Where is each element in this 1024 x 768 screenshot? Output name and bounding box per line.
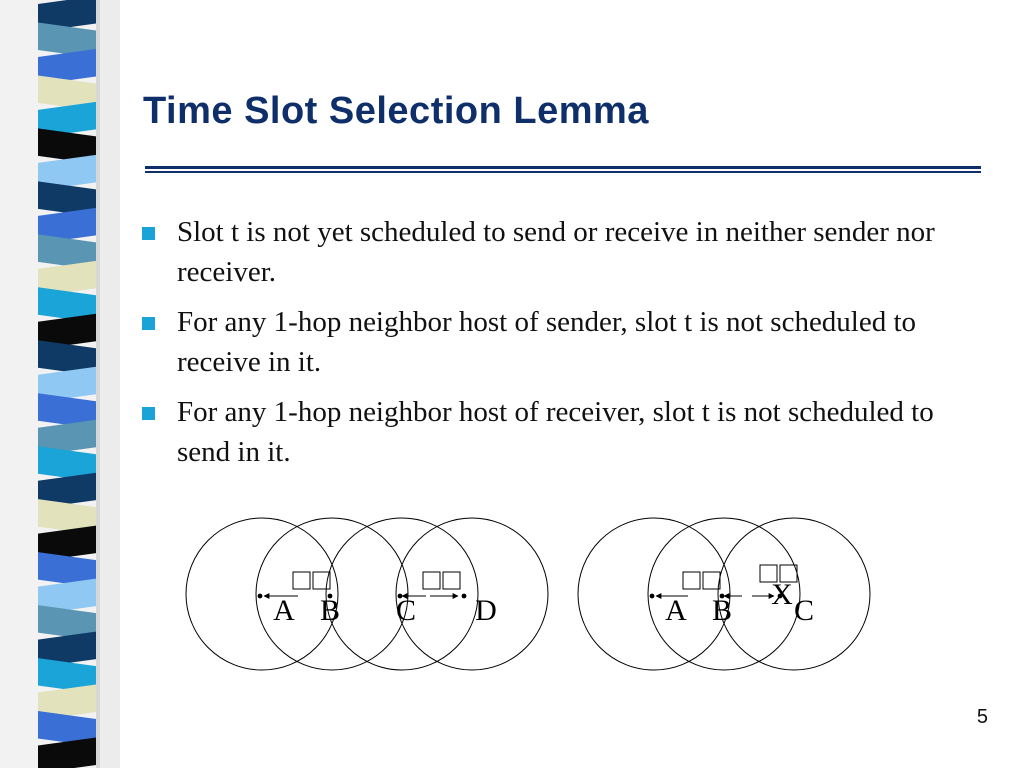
node-label-b: B [319,594,341,627]
decorative-sidebar [0,0,120,768]
square-bullet-icon [142,227,155,240]
bullet-item [140,302,940,382]
node-label-a: A [665,594,687,627]
bullet-text: For any 1-hop neighbor host of receiver, slot t is not scheduled to send in it. [177,396,934,468]
node-label-c: C [395,594,417,627]
square-bullet-icon [142,317,155,330]
bullet-list [140,212,940,482]
title-divider [145,166,981,174]
bullet-text: For any 1-hop neighbor host of sender, slot t is not scheduled to receive in it. [177,306,917,378]
bullet-item [140,392,940,472]
blocked-x-mark: X [771,578,793,611]
node-label-d: D [475,594,497,627]
bullet-item [140,212,940,292]
slide-title: Time Slot Selection Lemma [143,90,649,132]
node-label-c: C [793,594,815,627]
network-diagram [180,510,880,680]
page-number: 5 [976,706,988,728]
bullet-text: Slot t is not yet scheduled to send or receive in neither sender nor receiver. [177,216,935,288]
square-bullet-icon [142,407,155,420]
node-label-b: B [711,594,733,627]
node-label-a: A [273,594,295,627]
